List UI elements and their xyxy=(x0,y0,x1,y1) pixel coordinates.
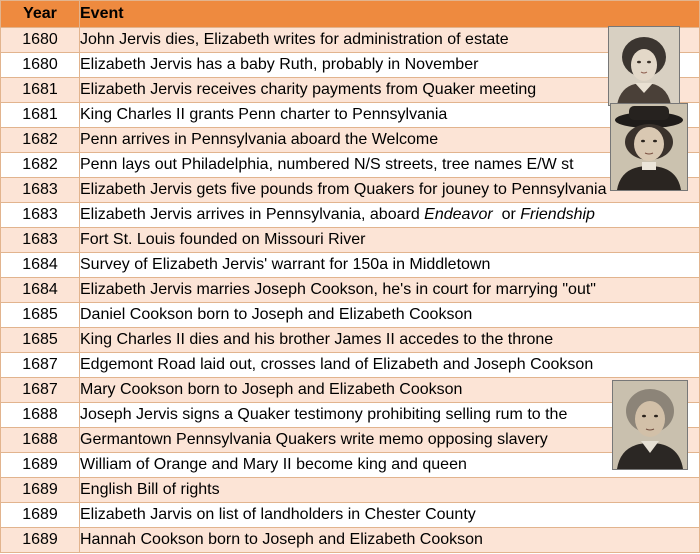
penn-portrait-image xyxy=(610,103,688,191)
year-cell: 1688 xyxy=(1,428,80,453)
event-cell: Germantown Pennsylvania Quakers write memo opposing slavery xyxy=(80,428,700,453)
ship-name: Friendship xyxy=(520,206,595,223)
year-cell: 1688 xyxy=(1,403,80,428)
event-text: Elizabeth Jervis arrives in Pennsylvania, aboard xyxy=(80,206,425,223)
table-row xyxy=(1,278,700,303)
year-cell: 1687 xyxy=(1,378,80,403)
table-row xyxy=(1,478,700,503)
table-row xyxy=(1,128,700,153)
event-column-header: Event xyxy=(80,1,700,28)
year-cell: 1689 xyxy=(1,528,80,553)
year-cell: 1685 xyxy=(1,303,80,328)
year-cell: 1684 xyxy=(1,278,80,303)
table-row xyxy=(1,528,700,553)
table-row xyxy=(1,403,700,428)
event-cell: Elizabeth Jervis gets five pounds from Quakers for jouney to Pennsylvania xyxy=(80,178,700,203)
table-row xyxy=(1,353,700,378)
year-cell: 1689 xyxy=(1,503,80,528)
event-cell: Elizabeth Jervis has a baby Ruth, probably in November xyxy=(80,53,700,78)
event-cell: John Jervis dies, Elizabeth writes for administration of estate xyxy=(80,28,700,53)
year-cell: 1682 xyxy=(1,128,80,153)
woman-portrait-image xyxy=(608,26,680,106)
event-cell: King Charles II grants Penn charter to Pennsylvania xyxy=(80,103,700,128)
event-cell: Mary Cookson born to Joseph and Elizabeth Cookson xyxy=(80,378,700,403)
table-row xyxy=(1,378,700,403)
table-row xyxy=(1,178,700,203)
table-row xyxy=(1,303,700,328)
year-cell: 1680 xyxy=(1,53,80,78)
table-row xyxy=(1,253,700,278)
table-row xyxy=(1,78,700,103)
ship-name: Endeavor xyxy=(424,206,493,223)
event-cell: Edgemont Road laid out, crosses land of Elizabeth and Joseph Cookson xyxy=(80,353,700,378)
table-row xyxy=(1,428,700,453)
event-text: or xyxy=(492,206,521,223)
table-row xyxy=(1,103,700,128)
year-column-header: Year xyxy=(1,1,80,28)
table-row xyxy=(1,228,700,253)
table-row xyxy=(1,53,700,78)
event-cell: Penn arrives in Pennsylvania aboard the Welcome xyxy=(80,128,700,153)
year-cell: 1681 xyxy=(1,103,80,128)
year-cell: 1684 xyxy=(1,253,80,278)
year-cell: 1681 xyxy=(1,78,80,103)
table-row xyxy=(1,453,700,478)
table-row xyxy=(1,328,700,353)
event-cell: Penn lays out Philadelphia, numbered N/S streets, tree names E/W st xyxy=(80,153,700,178)
event-cell: King Charles II dies and his brother James II accedes to the throne xyxy=(80,328,700,353)
timeline-rows xyxy=(1,28,700,553)
year-cell: 1683 xyxy=(1,203,80,228)
event-cell: Elizabeth Jervis receives charity payments from Quaker meeting xyxy=(80,78,700,103)
year-cell: 1685 xyxy=(1,328,80,353)
year-cell: 1689 xyxy=(1,453,80,478)
header-row xyxy=(1,1,700,28)
event-cell: Survey of Elizabeth Jervis' warrant for 150a in Middletown xyxy=(80,253,700,278)
year-cell: 1682 xyxy=(1,153,80,178)
event-cell: English Bill of rights xyxy=(80,478,700,503)
event-cell: Elizabeth Jervis marries Joseph Cookson, he's in court for marrying "out" xyxy=(80,278,700,303)
year-cell: 1687 xyxy=(1,353,80,378)
event-cell: William of Orange and Mary II become king and queen xyxy=(80,453,700,478)
table-row xyxy=(1,28,700,53)
event-cell: Hannah Cookson born to Joseph and Elizabeth Cookson xyxy=(80,528,700,553)
table-row xyxy=(1,203,700,228)
year-cell: 1683 xyxy=(1,228,80,253)
year-cell: 1683 xyxy=(1,178,80,203)
year-cell: 1680 xyxy=(1,28,80,53)
event-cell: Elizabeth Jarvis on list of landholders in Chester County xyxy=(80,503,700,528)
event-cell: Fort St. Louis founded on Missouri River xyxy=(80,228,700,253)
man-portrait-image xyxy=(612,380,688,470)
year-cell: 1689 xyxy=(1,478,80,503)
event-cell: Daniel Cookson born to Joseph and Elizabeth Cookson xyxy=(80,303,700,328)
table-row xyxy=(1,503,700,528)
event-cell xyxy=(80,203,700,228)
event-cell: Joseph Jervis signs a Quaker testimony prohibiting selling rum to the xyxy=(80,403,700,428)
table-row xyxy=(1,153,700,178)
